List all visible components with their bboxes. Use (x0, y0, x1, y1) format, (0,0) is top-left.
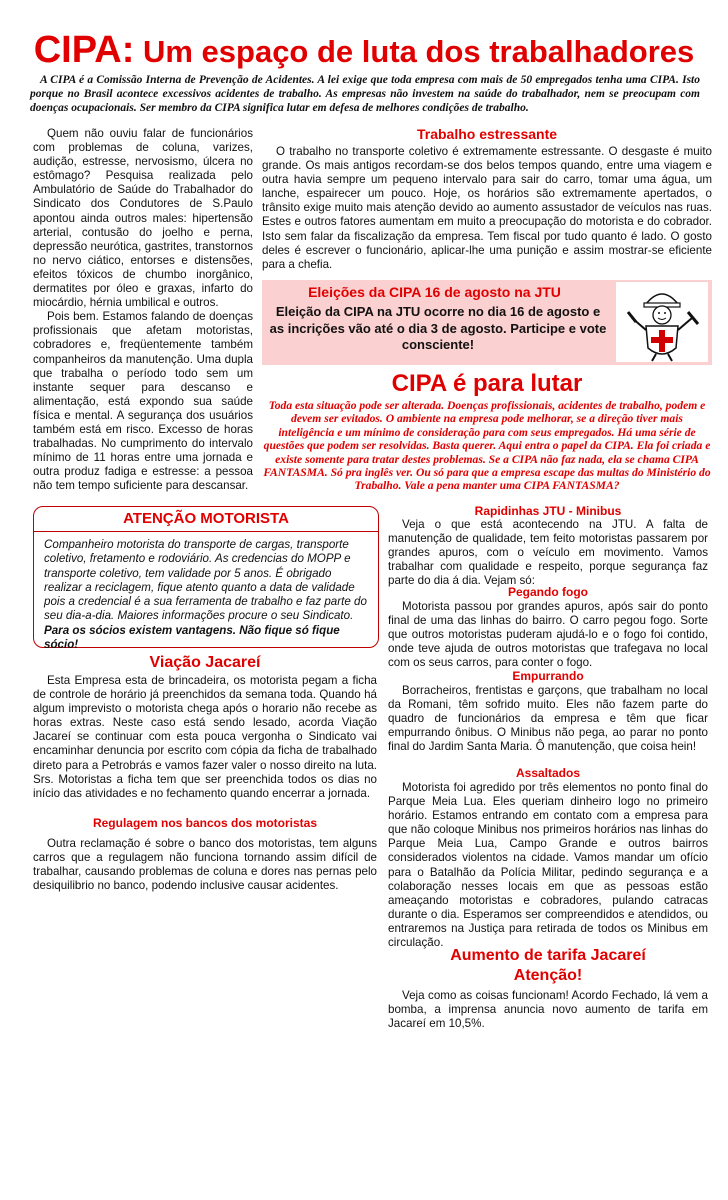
cipa-lutar-heading: CIPA é para lutar (391, 370, 583, 397)
empurrando-heading: Empurrando (512, 669, 584, 683)
viacao-heading: Viação Jacareí (149, 654, 261, 671)
atencao-footer: Para os sócios existem vantagens. Não fique só fique sócio! (44, 623, 340, 652)
pegando-fogo-text: Motorista passou por grandes apuros, após sair do ponto final de uma das linhas do bairro. O carro pegou fogo. Sorte que outros motoristas puderam ajudá-lo e o fogo foi contido, onde teve ajuda de outros motoristas que trafegava no local com os seus carros, para conter o fogo. (388, 600, 708, 670)
atencao-text: Companheiro motorista do transporte de cargas, transporte coletivo, fretamento e rodoviário. As credencias do MOPP e transporte coletivo, tem validade por 5 anos. É obrigado realizar a reciclagem, fique atento quanto a data de validade pois a credencial é a sua ferramenta de trabalho e faz parte do seu dia-a-dia. Maiores informações procure o seu Sindicato. (44, 538, 367, 623)
atencao-body (44, 538, 370, 652)
left-intro-p2: Pois bem. Estamos falando de doenças profissionais que afetam motoristas, cobradores e, freqüentemente também companheiros da manutenção. Uma dupla que trabalha o período todo sem um instante sequer para descanso e alimentação, está expondo sua saúde física e mental. A segurança dos usuários também está em risco. Excesso de horas trabalhadas. No cumprimento do intervalo mínimo de 11 horas entre uma jornada e outra produz fadiga e estresse: a pessoa não tem tempo suficiente para descansar. (33, 310, 253, 493)
atencao-motorista-box (33, 506, 379, 652)
eleicoes-heading: Eleições da CIPA 16 de agosto na JTU (308, 284, 561, 300)
tarifa-heading-line1: Aumento de tarifa Jacareí (450, 947, 646, 964)
tarifa-heading-line2: Atenção! (513, 967, 583, 984)
viacao-text: Esta Empresa esta de brincadeira, os motorista pegam a ficha de controle de horário já preenchidos da semana toda. Quando há algum imprevisto o motorista chega após o horario não recebe as horas extras. Neste caso está sendo lesado, acorda Viação Jacareí se continuar com esta pouca vergonha o Sindicato vai encaminhar denuncia por escrito com cópia da ficha de trabalhado direto para a Petrobrás e vamos fazer valer o nosso direito na luta. Srs. Motoristas a ficha tem que ser preenchida todos os dias no início das atividades e no fechamento quando encerrar a jornada. (33, 674, 377, 800)
pegando-fogo-heading: Pegando fogo (508, 585, 588, 599)
cipa-lutar-body: Toda esta situação pode ser alterada. Doenças profissionais, acidentes de trabalho, podem e devem ser evitados. O ambiente na empresa pode melhorar, se a direção tiver mais inteligência e um mínimo de consideração para com seus empregados. Há uma série de questões que podem ser resolvidas. Basta querer. Aqui entra o papel da CIPA. Ela foi criada e existe somente para tratar destes problemas. Se a CIPA não faz nada, ela se chama CIPA FANTASMA. Só pra inglês ver. Ou só para que a empresa escape das multas do Ministério do Trabalho. Vale a pena manter uma CIPA FANTASMA? (263, 399, 711, 493)
page-title (0, 30, 728, 72)
viacao-body (33, 674, 377, 801)
assaltados-text: Motorista foi agredido por três elementos no ponto final do Parque Meia Lua. Eles queriam dinheiro logo no primeiro horário. Estamos entrando em contato com a empresa para que não coloque Minibus nos primeiros horários nas linhas do Parque Meia Lua, Campo Grande e outros bairros considerados violentos na cidade. Vamos mandar um ofício para o Batalhão da Polícia Militar, pedindo segurança e a colaboração nesses locais em que as pessoas estão ameaçando motoristas e cobradores, pulando catracas durante o dia. Esperamos ser compreendidos e atendidos, ou entraremos na Justiça para retirada de todos os Minibus em circulação. (388, 781, 708, 950)
left-intro-p1: Quem não ouviu falar de funcionários com problemas de coluna, varizes, audição, estresse, nervosismo, úlcera no estômago? Pesquisa realizada pelo Ambulatório de Saúde do Trabalhador do Sindicato dos Condutores de S.Paulo apontou ainda outros males: hipertensão arterial, contusão do joelho e perna, depressão neurótica, gastrites, transtornos no nervo ciático, entorses e distensões, efeitos tóxicos de chumbo inorgânico, dermatites por óleo e graxas, infarto do miocárdio, hérnia umbilical e outros. (33, 127, 253, 310)
rapidinhas-intro-text: Veja o que está acontecendo na JTU. A falta de manutenção de qualidade, tem feito motoristas passarem por grandes apuros, com o veículo em movimento. Vamos trabalhar com qualidade e respeito, porque segurança faz parte do dia á dia. Vejam só: (388, 518, 708, 588)
left-intro-column (33, 127, 253, 493)
rapidinhas-intro (388, 518, 708, 588)
title-rest: Um espaço de luta dos trabalhadores (134, 34, 695, 69)
cipa-mascot-cartoon-icon (616, 282, 708, 362)
intro-paragraph: A CIPA é a Comissão Interna de Prevenção de Acidentes. A lei exige que toda empresa com mais de 50 empregados tenha uma CIPA. Isto porque no Brasil acontece excessivos acidentes de trabalho. As empresas não investem na saúde do trabalhador, nem se preocupam com doenças ocupacionais. Ser membro da CIPA significa lutar em defesa de melhores condições de trabalho. (30, 74, 700, 114)
trabalho-estressante-body (262, 145, 712, 272)
assaltados-heading: Assaltados (515, 766, 581, 780)
tarifa-heading (388, 946, 708, 986)
regulagem-body (33, 837, 377, 893)
atencao-heading: ATENÇÃO MOTORISTA (34, 507, 378, 532)
pegando-fogo-body (388, 600, 708, 670)
regulagem-heading: Regulagem nos bancos dos motoristas (92, 816, 318, 830)
trabalho-estressante-heading: Trabalho estressante (416, 126, 558, 142)
eleicoes-body: Eleição da CIPA na JTU ocorre no dia 16 de agosto e as incrições vão até o dia 3 de agosto. Participe e vote consciente! (269, 304, 607, 352)
empurrando-body (388, 684, 708, 754)
assaltados-body (388, 781, 708, 950)
trabalho-estressante-text: O trabalho no transporte coletivo é extremamente estressante. O desgaste é muito grande. Os mais antigos recordam-se dos belos tempos quando, entre uma viagem e outra havia sempre um pequeno intervalo para sair do carro, tomar uma água, um lanche, espairecer um pouco. Hoje, os horários são extremamente apertados, o trânsito exige muito mais atenção devido ao aumento assustador de veículos nas ruas. Estes e outros fatores aumentam em muito a preocupação do motorista e do cobrador. Isto sem falar da fiscalização da empresa. Tem fiscal por tudo quanto é lado. O gosto deles é escrever o funcionário, aplicar-lhe uma punição e assim mostrar-se eficiente para a chefia. (262, 145, 712, 271)
empurrando-text: Borracheiros, frentistas e garçons, que trabalham no local da Romani, têm sofrido muito. Eles não fazem parte do quadro de funcionários da empresa e têm que ficar empurrando ônibus. O Minibus não pega, ao parar no ponto final do Jardim Santa Maria. Ô manutenção, que coisa hein! (388, 684, 708, 754)
tarifa-body (388, 989, 708, 1031)
rapidinhas-heading: Rapidinhas JTU - Minibus (474, 504, 622, 518)
eleicoes-box (262, 280, 712, 365)
title-prefix: CIPA: (33, 29, 135, 71)
tarifa-text: Veja como as coisas funcionam! Acordo Fechado, lá vem a bomba, a imprensa anuncia novo aumento de tarifa em Jacareí em 10,5%. (388, 989, 708, 1031)
regulagem-text: Outra reclamação é sobre o banco dos motoristas, tem alguns carros que a regulagem não funciona tornando assim difícil de trabalhar, causando problemas de coluna e dores nas pernas pelo desiquilibrio no banco, podendo inclusive causar acidentes. (33, 837, 377, 893)
